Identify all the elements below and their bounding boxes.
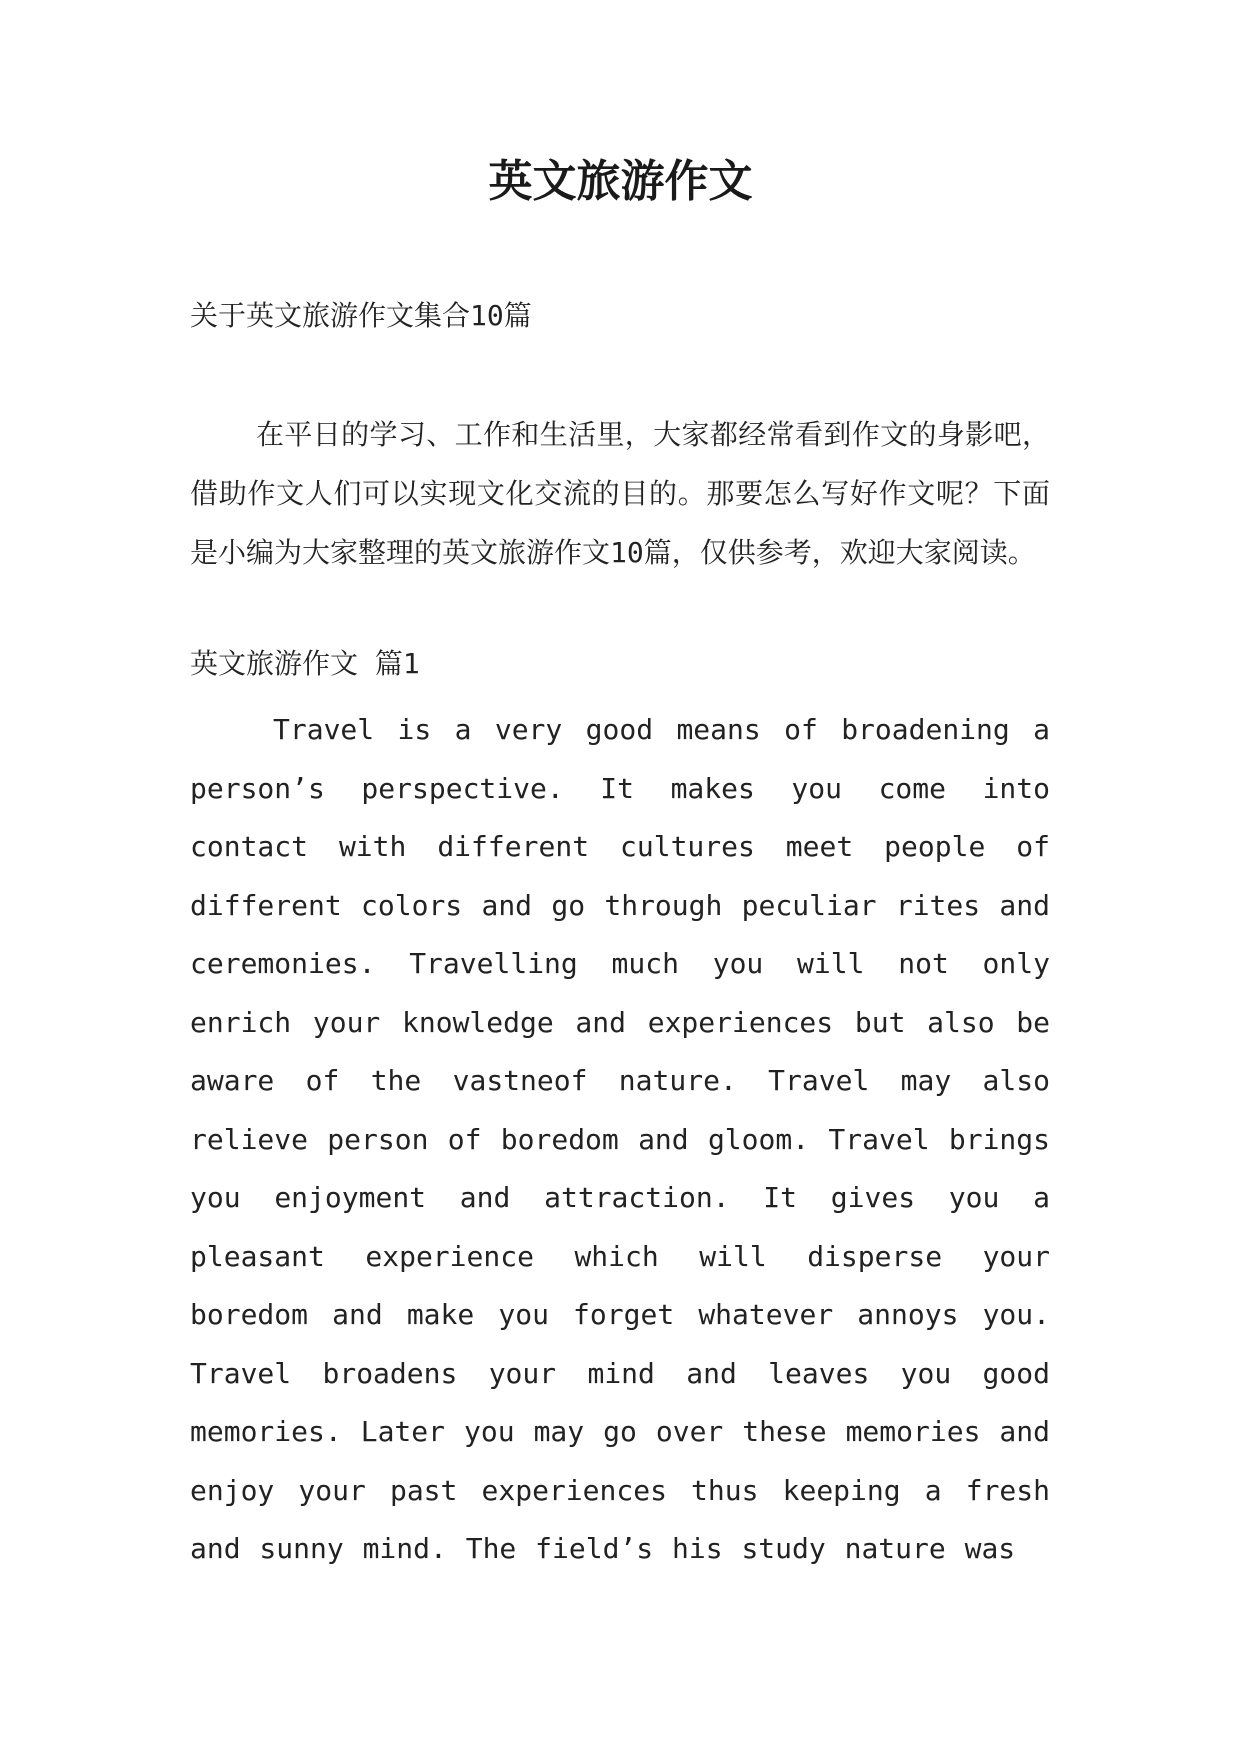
intro-paragraph: 在平日的学习、工作和生活里，大家都经常看到作文的身影吧，借助作文人们可以实现文化交流的目的。那要怎么写好作文呢？下面是小编为大家整理的英文旅游作文10篇，仅供参考，欢迎大家阅读。 xyxy=(190,418,1050,569)
document-title: 英文旅游作文 xyxy=(488,156,753,207)
essay-paragraph: Travel is a very good means of broadening a person’s perspective. It makes you come into contact with different cultures meet people of different colors and go through peculiar rites and ceremonies. Travelling much you will not only enrich your knowledge and experiences but also be aware of the vastneof nature. Travel may also relieve person of boredom and gloom. Travel brings you enjoyment and attraction. It gives you a pleasant experience which will disperse your boredom and make you forget whatever annoys you. Travel broadens your mind and leaves you good memories. Later you may go over these memories and enjoy your past experiences thus keeping a fresh and sunny mind. The field’s his study nature was xyxy=(190,713,1050,1565)
document-subtitle: 关于英文旅游作文集合10篇 xyxy=(190,299,532,332)
section-heading: 英文旅游作文 篇1 xyxy=(190,647,420,680)
